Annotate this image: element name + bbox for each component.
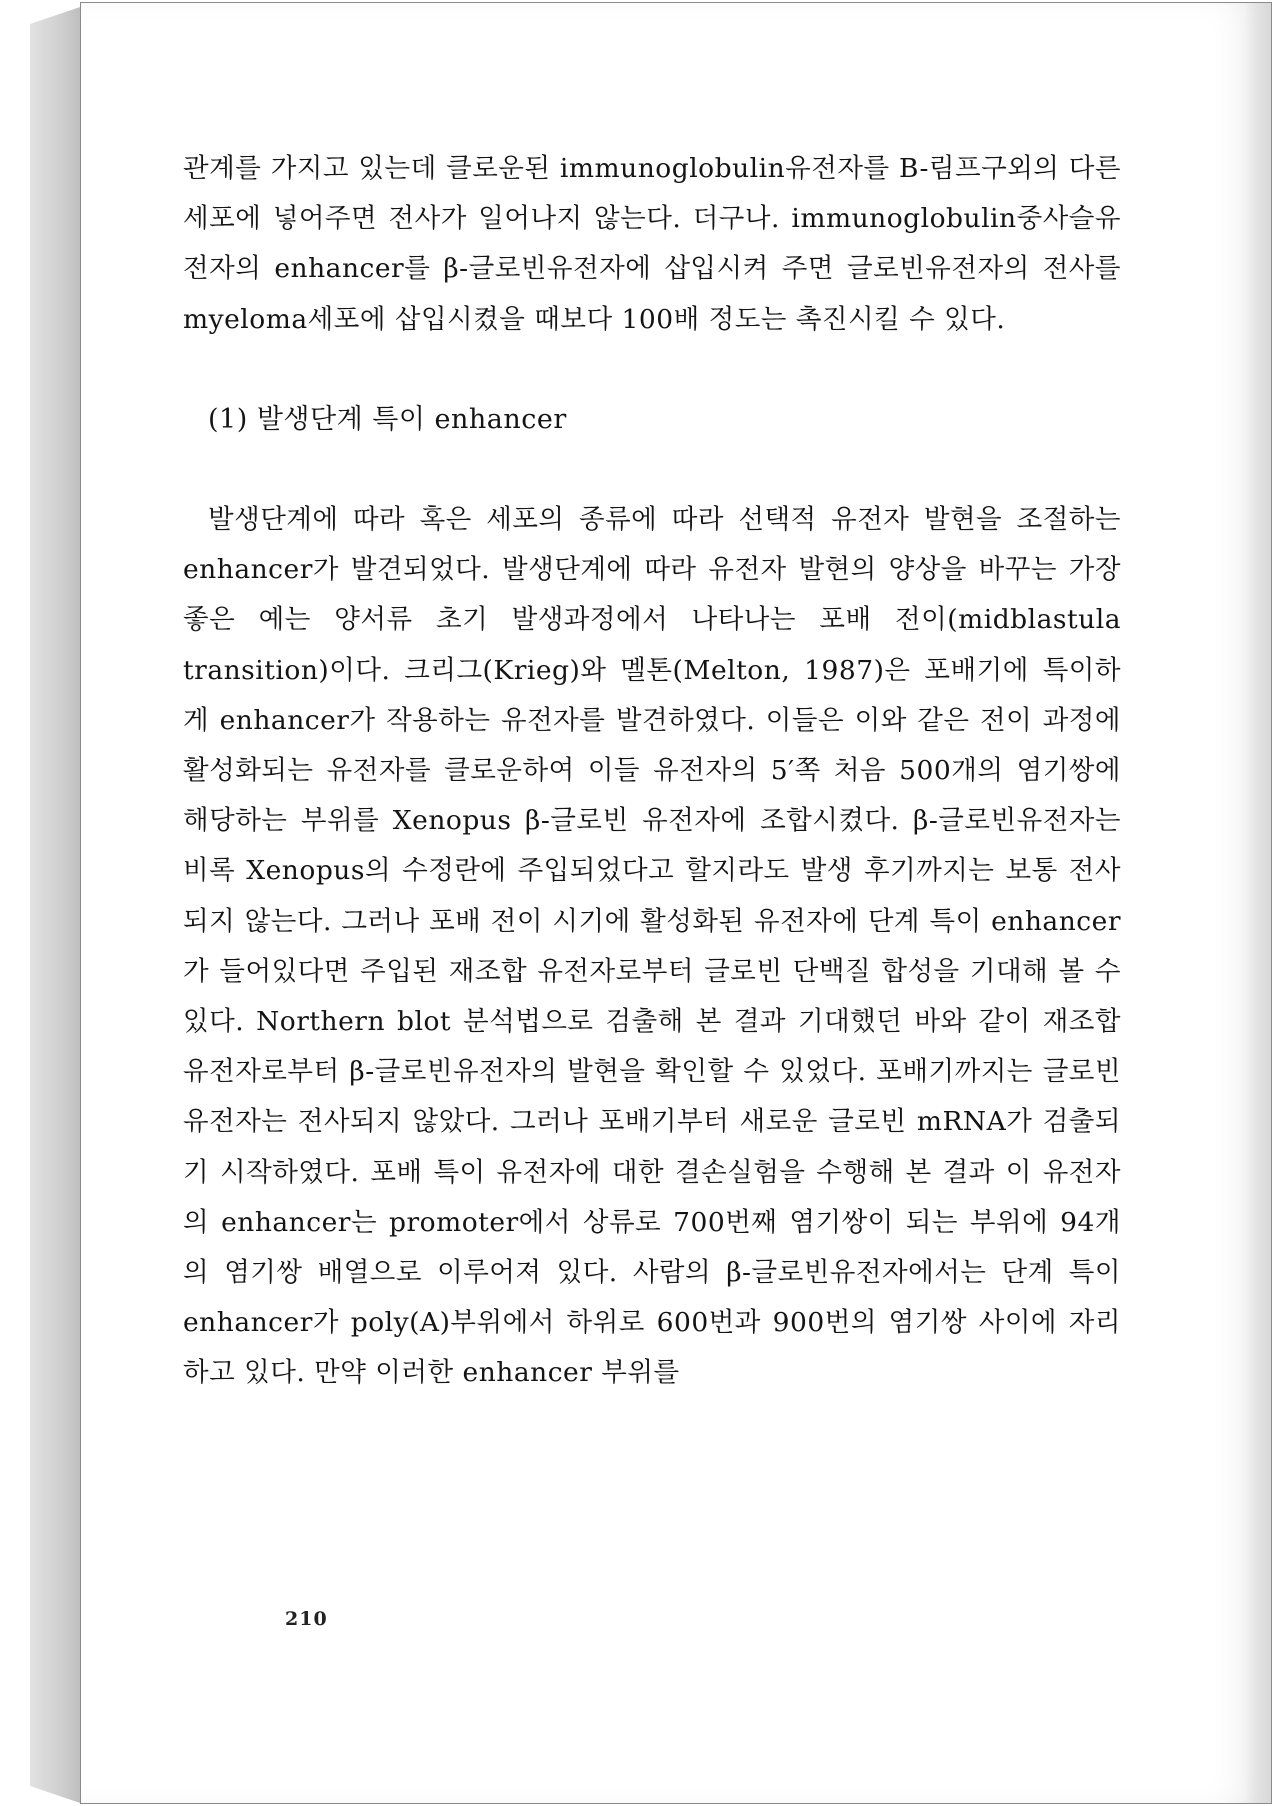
page-text [183,144,1121,1399]
section-heading: (1) 발생단계 특이 enhancer [208,403,567,435]
paragraph-2: 발생단계에 따라 혹은 세포의 종류에 따라 선택적 유전자 발현을 조절하는 enhancer가 발견되었다. 발생단계에 따라 유전자 발현의 양상을 바꾸는 가장 좋은 예는 양서류 초기 발생과정에서 나타나는 포배 전이(midblastula transition)이다. 크리그(Krieg)와 멜톤(Melton, 1987)은 포배기에 특이하게 enhancer가 작용하는 유전자를 발견하였다. 이들은 이와 같은 전이 과정에 활성화되는 유전자를 클로운하여 이들 유전자의 5′쪽 처음 500개의 염기쌍에 해당하는 부위를 Xenopus β-글로빈 유전자에 조합시켰다. β-글로빈유전자는 비록 Xenopus의 수정란에 주입되었다고 할지라도 발생 후기까지는 보통 전사되지 않는다. 그러나 포배 전이 시기에 활성화된 유전자에 단계 특이 enhancer가 들어있다면 주입된 재조합 유전자로부터 글로빈 단백질 합성을 기대해 볼 수 있다. Northern blot 분석법으로 검출해 본 결과 기대했던 바와 같이 재조합 유전자로부터 β-글로빈유전자의 발현을 확인할 수 있었다. 포배기까지는 글로빈유전자는 전사되지 않았다. 그러나 포배기부터 새로운 글로빈 mRNA가 검출되기 시작하였다. 포배 특이 유전자에 대한 결손실험을 수행해 본 결과 이 유전자의 enhancer는 promoter에서 상류로 700번째 염기쌍이 되는 부위에 94개의 염기쌍 배열으로 이루어져 있다. 사람의 β-글로빈유전자에서는 단계 특이 enhancer가 poly(A)부위에서 하위로 600번과 900번의 염기쌍 사이에 자리하고 있다. 만약 이러한 enhancer 부위를 [183,504,1121,1389]
paragraph-1: 관계를 가지고 있는데 클로운된 immunoglobulin유전자를 B-림프구외의 다른 세포에 넣어주면 전사가 일어나지 않는다. 더구나. immunoglobulin중사슬유전자의 enhancer를 β-글로빈유전자에 삽입시켜 주면 글로빈유전자의 전사를 myeloma세포에 삽입시켰을 때보다 100배 정도는 촉진시킬 수 있다. [183,153,1121,335]
page-edge-shadow [1245,3,1271,1803]
book-spine [30,6,83,1804]
page-number: 210 [285,1608,328,1630]
